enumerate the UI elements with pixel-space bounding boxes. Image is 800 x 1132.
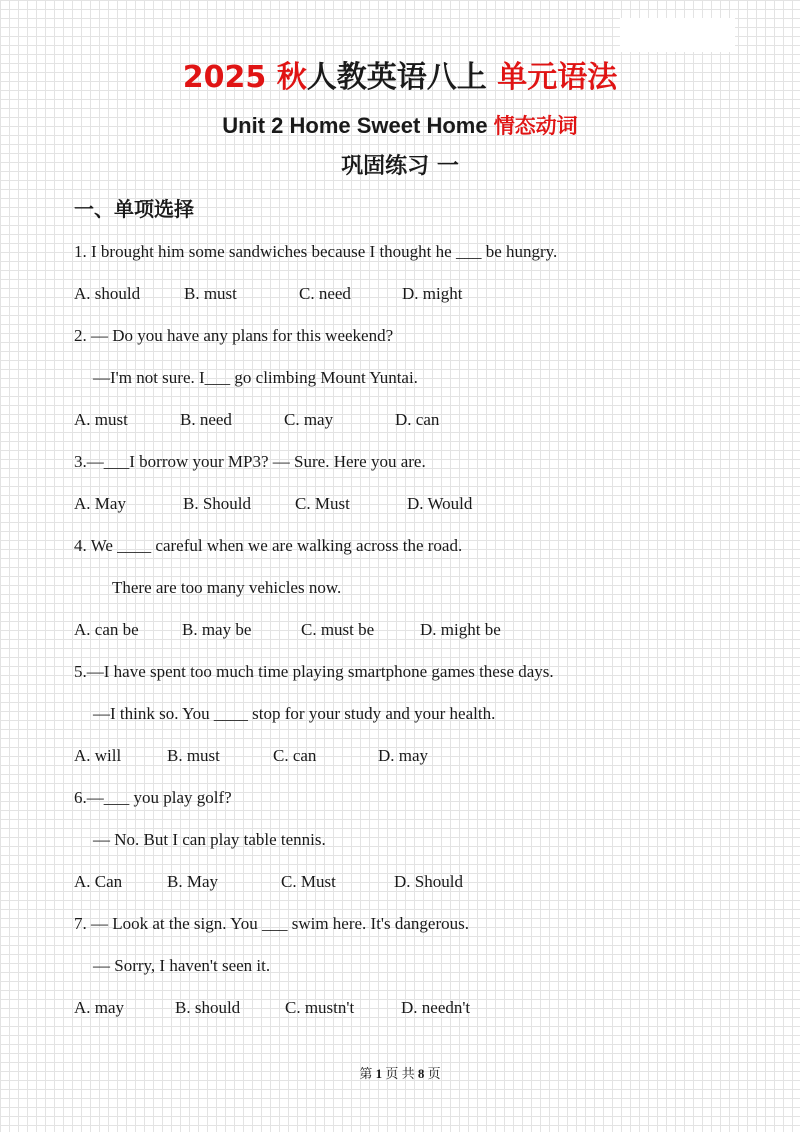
question-3-line-1: 3.—___I borrow your MP3? — Sure. Here you are. bbox=[74, 452, 426, 471]
question-2-option-d: D. can bbox=[395, 410, 440, 429]
subtitle-topic: 情态动词 bbox=[493, 114, 578, 138]
question-6-option-d: D. Should bbox=[394, 872, 463, 891]
question-1-option-d: D. might bbox=[402, 284, 463, 303]
title-year: 2025 秋 bbox=[182, 60, 307, 95]
question-3-option-b: B. Should bbox=[183, 494, 252, 513]
question-1-option-c: C. need bbox=[299, 284, 351, 303]
question-4-line-2: There are too many vehicles now. bbox=[112, 578, 342, 597]
question-4-option-d: D. might be bbox=[420, 620, 501, 639]
page-subtitle bbox=[0, 108, 800, 144]
question-4-option-a: A. can be bbox=[74, 620, 139, 639]
page-title bbox=[0, 56, 800, 100]
footer-middle: 页 共 bbox=[382, 1066, 418, 1081]
question-7-option-b: B. should bbox=[175, 998, 241, 1017]
question-4-option-c: C. must be bbox=[301, 620, 375, 639]
question-4-line-1: 4. We ____ careful when we are walking across the road. bbox=[74, 536, 463, 555]
footer-page-total: 8 bbox=[417, 1066, 425, 1081]
question-3-option-c: C. Must bbox=[295, 494, 350, 513]
question-2-line-1: 2. — Do you have any plans for this weekend? bbox=[74, 326, 394, 345]
question-2-line-2: —I'm not sure. I___ go climbing Mount Yuntai. bbox=[93, 368, 418, 387]
question-7-option-a: A. may bbox=[74, 998, 125, 1017]
footer-suffix: 页 bbox=[424, 1066, 441, 1081]
question-2-option-c: C. may bbox=[284, 410, 334, 429]
question-7-option-d: D. needn't bbox=[401, 998, 471, 1017]
question-3-option-d: D. Would bbox=[407, 494, 473, 513]
question-7-line-1: 7. — Look at the sign. You ___ swim here. It's dangerous. bbox=[74, 914, 469, 933]
question-2-option-b: B. need bbox=[180, 410, 232, 429]
question-5-option-d: D. may bbox=[378, 746, 429, 765]
page-footer bbox=[0, 1064, 800, 1084]
question-1-line-1: 1. I brought him some sandwiches because I thought he ___ be hungry. bbox=[74, 242, 558, 261]
title-main: 人教英语八上 bbox=[306, 60, 498, 95]
question-6-line-1: 6.—___ you play golf? bbox=[74, 788, 232, 807]
question-7-option-c: C. mustn't bbox=[285, 998, 355, 1017]
question-4-option-b: B. may be bbox=[182, 620, 252, 639]
footer-page-number: 1 bbox=[375, 1066, 383, 1081]
question-6-option-c: C. Must bbox=[281, 872, 336, 891]
section-title: 一、单项选择 bbox=[74, 197, 194, 221]
question-5-option-c: C. can bbox=[273, 746, 317, 765]
title-topic: 单元语法 bbox=[497, 60, 618, 95]
question-5-line-2: —I think so. You ____ stop for your study and your health. bbox=[93, 704, 496, 723]
question-1-option-b: B. must bbox=[184, 284, 237, 303]
blank-corner-box bbox=[620, 18, 735, 52]
question-6-option-b: B. May bbox=[167, 872, 218, 891]
question-1-option-a: A. should bbox=[74, 284, 141, 303]
subtitle-unit: Unit 2 Home Sweet Home bbox=[222, 113, 494, 138]
question-5-option-b: B. must bbox=[167, 746, 220, 765]
question-2-option-a: A. must bbox=[74, 410, 128, 429]
question-6-line-2: — No. But I can play table tennis. bbox=[93, 830, 326, 849]
question-6-option-a: A. Can bbox=[74, 872, 123, 891]
question-5-option-a: A. will bbox=[74, 746, 122, 765]
practice-heading: 巩固练习 一 bbox=[341, 154, 459, 179]
question-3-option-a: A. May bbox=[74, 494, 126, 513]
question-5-line-1: 5.—I have spent too much time playing smartphone games these days. bbox=[74, 662, 554, 681]
question-7-line-2: — Sorry, I haven't seen it. bbox=[93, 956, 271, 975]
footer-prefix: 第 bbox=[359, 1066, 376, 1081]
